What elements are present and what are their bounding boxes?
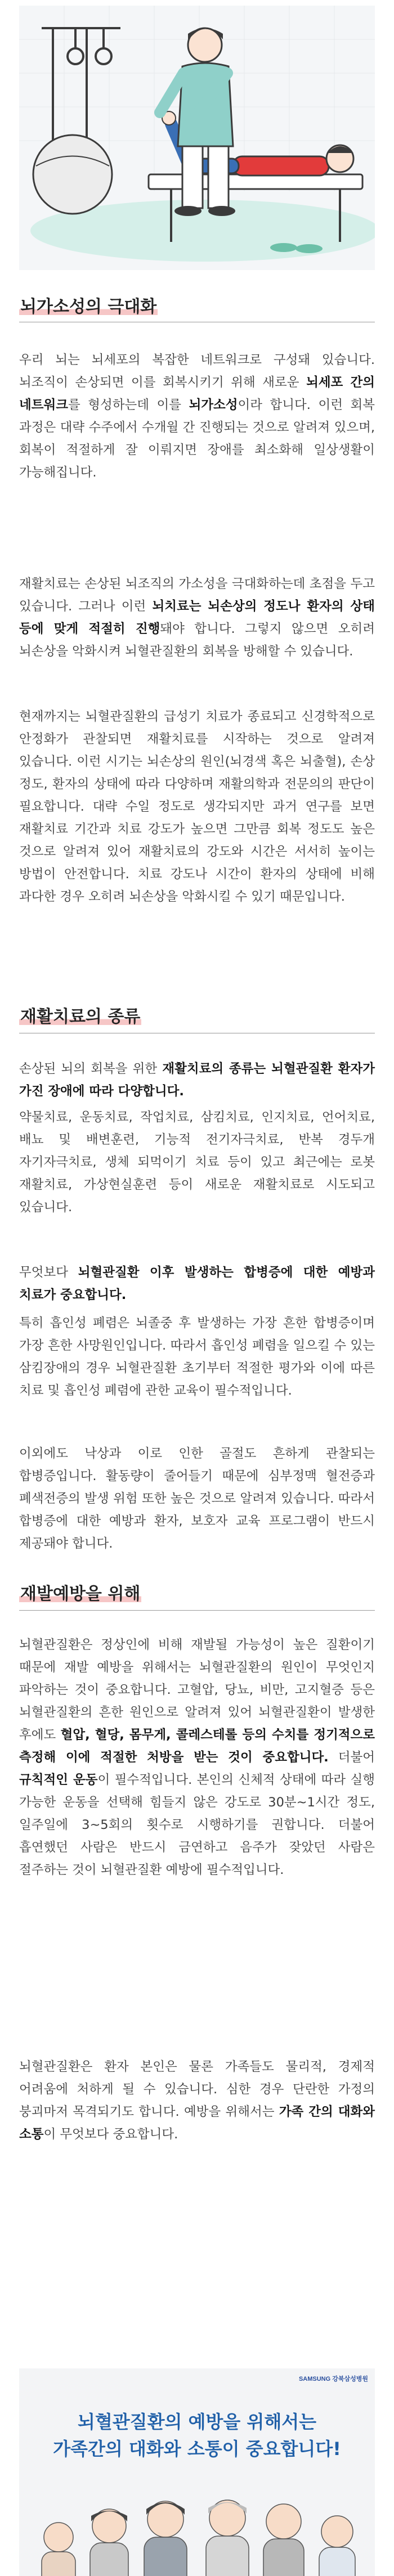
body-text: 뇌혈관질환은 정상인에 비해 재발될 가능성이 높은 질환이기 때문에 재발 예방을 위해서는 뇌혈관질환의 원인이 무엇인지 파악하는 것이 중요합니다. 고혈압, 당뇨, 비만, 고지혈증 등은 뇌혈관질환의 흔한 원인으로 알려져 있어 뇌혈관질환이 발생한 후에도 [19, 1638, 375, 1742]
emphasis-text: 재활치료의 종류는 뇌혈관질환 환자가 가진 장애에 따라 다양합니다. [19, 1062, 375, 1099]
hospital-logo: SAMSUNG 강북삼성병원 [298, 2376, 368, 2382]
banner-headline: 뇌혈관질환의 예방을 위해서는 [77, 2411, 317, 2433]
body-text: 이라 합니다. 이런 회복 과정은 대략 수주에서 수개월 간 진행되는 것으로 알려져 있으며, 회복이 적절하게 잘 이뤄지면 장애를 최소화해 일상생활이 가능해집니다. [19, 398, 375, 480]
body-text: 무엇보다 [19, 1265, 78, 1280]
emphasis-text: 가족 간의 대화와 소통 [19, 2105, 375, 2142]
section-title-therapy-types: 재활치료의 종류 [20, 1007, 141, 1027]
section-title-neuroplasticity: 뇌가소성의 극대화 [20, 297, 157, 317]
rehab-illustration [19, 6, 375, 270]
body-text: 더불어 [328, 1750, 375, 1765]
paragraph [19, 1058, 375, 1103]
body-text: 이외에도 낙상과 이로 인한 골절도 흔하게 관찰되는 합병증입니다. 활동량이 줄어들기 때문에 심부정맥 혈전증과 폐색전증의 발생 위험 또한 높은 것으로 알려져 있습니다. 따라서 합병증에 대한 예방과 환자, 보호자 교육 프로그램이 반드시 제공돼야 합니다. [19, 1446, 375, 1551]
body-text: 현재까지는 뇌혈관질환의 급성기 치료가 종료되고 신경학적으로 안정화가 관찰되면 재활치료를 시작하는 것으로 알려져 있습니다. 이런 시기는 뇌손상의 원인(뇌경색 혹은 뇌출혈), 손상 정도, 환자의 상태에 따라 다양하며 재활의학과 전문의의 판단이 필요합니다. 대략 수일 정도로 생각되지만 과거 연구를 보면 재활치료 기간과 치료 강도가 높으면 그만큼 회복 정도도 높은 것으로 알려져 있어 재활치료의 강도와 시간은 서서히 높이는 방법이 안전합니다. 치료 강도나 시간이 환자의 상태에 비해 과다한 경우 오히려 뇌손상을 악화시킬 수 있기 때문입니다. [19, 709, 375, 904]
section-title-recurrence-prevention: 재발예방을 위해 [20, 1584, 141, 1604]
paragraph [19, 2056, 375, 2146]
body-text: 를 형성하는데 이를 [68, 398, 189, 412]
paragraph [19, 349, 375, 484]
paragraph [19, 705, 375, 908]
body-text: 재활치료는 손상된 뇌조직의 가소성을 극대화하는데 초점을 두고 있습니다. 그러나 이런 [19, 577, 375, 614]
section-divider [19, 1610, 375, 1611]
emphasis-text: 혈압, 혈당, 몸무게, 콜레스테롤 등의 수치를 정기적으로 측정해 이에 적절한 처방을 받는 것이 중요합니다. [19, 1728, 375, 1765]
paragraph [19, 1312, 375, 1402]
paragraph [19, 1261, 375, 1306]
emphasis-text: 규칙적인 운동 [19, 1773, 98, 1787]
banner-subheadline: 가족간의 대화와 소통이 중요합니다! [53, 2438, 341, 2460]
emphasis-text: 뇌가소성 [189, 398, 238, 412]
prevention-banner [19, 2368, 375, 2576]
paragraph [19, 1442, 375, 1555]
body-text: 손상된 뇌의 회복을 위한 [19, 1062, 163, 1076]
emphasis-text: 뇌치료는 뇌손상의 정도나 환자의 상태 등에 맞게 적절히 진행 [19, 599, 375, 636]
paragraph [19, 573, 375, 663]
body-text: 우리 뇌는 뇌세포의 복잡한 네트워크로 구성돼 있습니다. 뇌조직이 손상되면 이를 회복시키기 위해 새로운 [19, 353, 375, 390]
paragraph [19, 1634, 375, 1881]
paragraph [19, 1106, 375, 1219]
body-text: 이 필수적입니다. 본인의 신체적 상태에 따라 실행 가능한 운동을 선택해 힘들지 않은 강도로 30분~1시간 정도, 일주일에 3~5회의 횟수로 시행하기를 권합니다. 더불어 흡연했던 사람은 반드시 금연하고 음주가 잦았던 사람은 절주하는 것이 뇌혈관질환 예방에 필수적입니다. [19, 1773, 375, 1877]
therapist-patient-illustration [19, 6, 375, 270]
body-text: 뇌혈관질환은 환자 본인은 물론 가족들도 물리적, 경제적 어려움에 처하게 될 수 있습니다. 심한 경우 단란한 가정의 붕괴마저 목격되기도 합니다. 예방을 위해서는 [19, 2060, 375, 2119]
emphasis-text: 뇌세포 간의 네트워크 [19, 375, 375, 412]
body-text: 특히 흡인성 폐렴은 뇌졸중 후 발생하는 가장 흔한 합병증이며 가장 흔한 사망원인입니다. 따라서 흡인성 폐렴을 일으킬 수 있는 삼킴장애의 경우 뇌혈관질환 초기부터 적절한 평가와 이에 따른 치료 및 흡인성 폐렴에 관한 교육이 필수적입니다. [19, 1316, 375, 1398]
family-illustration [19, 2470, 375, 2576]
body-text: 약물치료, 운동치료, 작업치료, 삼킴치료, 인지치료, 언어치료, 배뇨 및 배변훈련, 기능적 전기자극치료, 반복 경두개 자기자극치료, 생체 되먹이기 치료 등이 있고 최근에는 로봇 재활치료, 가상현실훈련 등이 새로운 재활치료로 시도되고 있습니다. [19, 1110, 375, 1215]
body-text: 돼야 합니다. 그렇지 않으면 오히려 뇌손상을 악화시켜 뇌혈관질환의 회복을 방해할 수 있습니다. [19, 622, 375, 659]
body-text: 이 무엇보다 중요합니다. [43, 2127, 178, 2142]
emphasis-text: 뇌혈관질환 이후 발생하는 합병증에 대한 예방과 치료가 중요합니다. [19, 1265, 375, 1302]
